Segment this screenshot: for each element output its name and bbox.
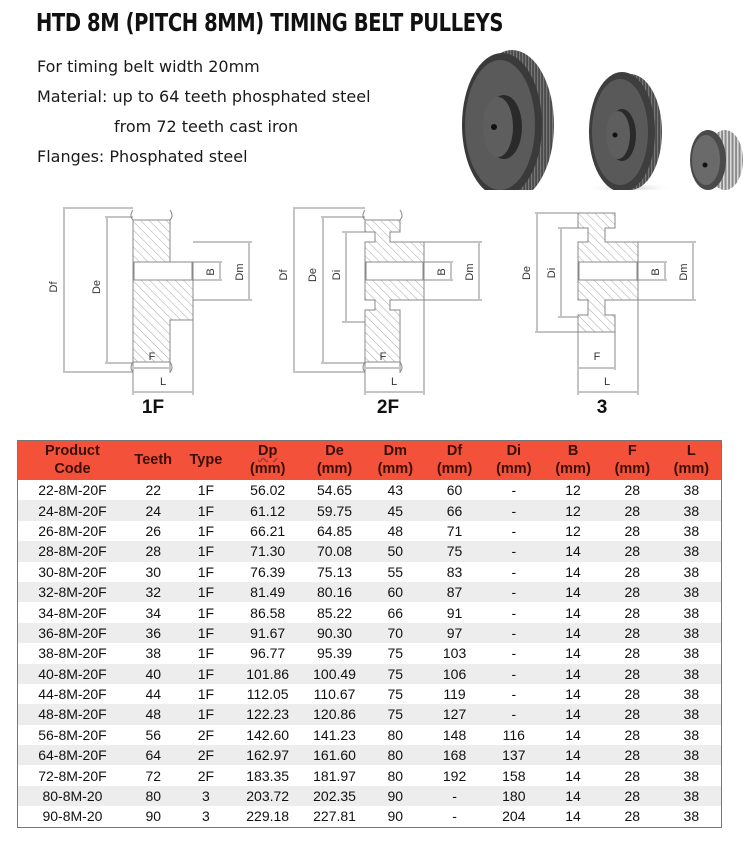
table-cell: 90-8M-20: [18, 806, 127, 827]
col-header-type: Type: [180, 441, 233, 481]
medium-pulley-icon: [585, 72, 675, 190]
table-cell: 120.86: [303, 704, 366, 724]
table-cell: 66.21: [232, 521, 303, 541]
table-cell: 24-8M-20F: [18, 500, 127, 520]
table-cell: 75: [425, 541, 485, 561]
table-cell: -: [425, 806, 485, 827]
table-cell: 54.65: [303, 480, 366, 500]
svg-text:De: De: [307, 267, 319, 283]
table-cell: 28: [603, 623, 662, 643]
col-header-di: Di (mm): [484, 441, 543, 481]
table-cell: 161.60: [303, 745, 366, 765]
table-cell: 59.75: [303, 500, 366, 520]
table-cell: 30-8M-20F: [18, 562, 127, 582]
col-header-f: F (mm): [603, 441, 662, 481]
table-cell: 1F: [180, 521, 233, 541]
svg-text:F: F: [593, 351, 601, 363]
table-cell: 1F: [180, 480, 233, 500]
table-cell: 90: [127, 806, 180, 827]
table-cell: 38: [662, 664, 722, 684]
table-cell: 3: [180, 786, 233, 806]
spec-material-cast-iron: from 72 teeth cast iron: [114, 117, 299, 136]
col-header-dp: Dp (mm): [232, 441, 303, 481]
spec-flanges: Flanges: Phosphated steel: [37, 147, 248, 166]
spec-material: Material: up to 64 teeth phosphated steel: [37, 87, 371, 106]
table-cell: 75: [366, 643, 425, 663]
table-row: [18, 664, 722, 684]
dim-de: De: [91, 279, 103, 295]
table-cell: 85.22: [303, 602, 366, 622]
table-cell: 28: [603, 725, 662, 745]
table-cell: 81.49: [232, 582, 303, 602]
table-cell: 2F: [180, 745, 233, 765]
table-cell: 75.13: [303, 562, 366, 582]
table-row: [18, 500, 722, 520]
svg-text:B: B: [436, 268, 448, 276]
table-cell: 112.05: [232, 684, 303, 704]
table-cell: 1F: [180, 623, 233, 643]
table-cell: 12: [543, 500, 603, 520]
col-header-l: L (mm): [662, 441, 722, 481]
table-cell: 91.67: [232, 623, 303, 643]
table-cell: 1F: [180, 684, 233, 704]
table-cell: 96.77: [232, 643, 303, 663]
table-cell: 14: [543, 664, 603, 684]
table-cell: 38: [662, 684, 722, 704]
large-pulley-icon: [450, 50, 570, 190]
table-cell: 26-8M-20F: [18, 521, 127, 541]
table-cell: 97: [425, 623, 485, 643]
table-cell: 34-8M-20F: [18, 602, 127, 622]
table-cell: 14: [543, 623, 603, 643]
col-header-de: De (mm): [303, 441, 366, 481]
table-cell: 101.86: [232, 664, 303, 684]
table-cell: 14: [543, 643, 603, 663]
table-cell: 43: [366, 480, 425, 500]
table-cell: 48: [366, 521, 425, 541]
table-cell: 162.97: [232, 745, 303, 765]
table-cell: 91: [425, 602, 485, 622]
table-cell: 110.67: [303, 684, 366, 704]
table-cell: -: [484, 500, 543, 520]
table-cell: 14: [543, 704, 603, 724]
table-cell: 180: [484, 786, 543, 806]
table-row: [18, 725, 722, 745]
table-cell: 72-8M-20F: [18, 765, 127, 785]
table-cell: 103: [425, 643, 485, 663]
table-cell: -: [484, 704, 543, 724]
table-row: [18, 541, 722, 561]
svg-text:F: F: [379, 351, 387, 363]
table-cell: 1F: [180, 643, 233, 663]
table-cell: 86.58: [232, 602, 303, 622]
table-cell: 28: [603, 643, 662, 663]
table-cell: 80.16: [303, 582, 366, 602]
table-cell: 50: [366, 541, 425, 561]
svg-text:L: L: [603, 376, 611, 388]
table-cell: 28: [603, 541, 662, 561]
table-cell: -: [484, 643, 543, 663]
table-cell: 1F: [180, 582, 233, 602]
table-cell: -: [484, 623, 543, 643]
table-row: [18, 623, 722, 643]
table-cell: 38: [662, 562, 722, 582]
table-cell: 70: [366, 623, 425, 643]
table-row: [18, 786, 722, 806]
table-cell: 137: [484, 745, 543, 765]
table-cell: 28: [603, 806, 662, 827]
table-cell: 28: [603, 684, 662, 704]
small-pulley-icon: [685, 130, 745, 190]
table-cell: 38: [662, 582, 722, 602]
table-cell: 28: [603, 664, 662, 684]
table-cell: 90.30: [303, 623, 366, 643]
table-row: [18, 602, 722, 622]
table-cell: 2F: [180, 765, 233, 785]
table-cell: 38: [662, 500, 722, 520]
table-cell: 30: [127, 562, 180, 582]
table-cell: 44: [127, 684, 180, 704]
table-cell: 48: [127, 704, 180, 724]
table-row: [18, 684, 722, 704]
table-cell: 70.08: [303, 541, 366, 561]
table-cell: 229.18: [232, 806, 303, 827]
table-cell: 56: [127, 725, 180, 745]
table-body: [18, 480, 722, 827]
table-cell: 181.97: [303, 765, 366, 785]
table-cell: 127: [425, 704, 485, 724]
table-cell: 80: [127, 786, 180, 806]
svg-text:De: De: [521, 265, 533, 281]
table-cell: 227.81: [303, 806, 366, 827]
col-header-b: B (mm): [543, 441, 603, 481]
table-cell: -: [484, 541, 543, 561]
diagram-label-1f: 1F: [141, 397, 165, 418]
table-cell: -: [484, 582, 543, 602]
page-title: HTD 8M (PITCH 8MM) TIMING BELT PULLEYS: [36, 8, 504, 37]
table-cell: 14: [543, 684, 603, 704]
table-cell: -: [484, 664, 543, 684]
table-cell: 90: [366, 806, 425, 827]
table-cell: 14: [543, 725, 603, 745]
table-header-row: [18, 441, 722, 481]
table-cell: 56-8M-20F: [18, 725, 127, 745]
table-cell: 38: [662, 521, 722, 541]
table-row: [18, 704, 722, 724]
table-cell: 36-8M-20F: [18, 623, 127, 643]
table-cell: 12: [543, 521, 603, 541]
table-row: [18, 643, 722, 663]
table-cell: 55: [366, 562, 425, 582]
svg-text:Di: Di: [331, 269, 343, 281]
table-cell: 64-8M-20F: [18, 745, 127, 765]
table-cell: 14: [543, 745, 603, 765]
dim-df: Df: [48, 281, 60, 293]
table-cell: 60: [366, 582, 425, 602]
table-cell: 75: [366, 684, 425, 704]
table-cell: 28: [127, 541, 180, 561]
table-cell: 38: [662, 480, 722, 500]
table-cell: 38: [662, 725, 722, 745]
table-cell: 28-8M-20F: [18, 541, 127, 561]
table-row: [18, 480, 722, 500]
dim-f: F: [148, 351, 156, 363]
table-cell: 28: [603, 480, 662, 500]
table-cell: 32-8M-20F: [18, 582, 127, 602]
table-cell: 48-8M-20F: [18, 704, 127, 724]
table-cell: -: [484, 521, 543, 541]
table-row: [18, 745, 722, 765]
table-cell: 183.35: [232, 765, 303, 785]
table-cell: -: [484, 602, 543, 622]
table-cell: 14: [543, 541, 603, 561]
col-header-teeth: Teeth: [127, 441, 180, 481]
diagram-label-3: 3: [596, 397, 608, 418]
svg-text:Dm: Dm: [678, 263, 690, 281]
dim-l: L: [159, 376, 167, 388]
table-cell: 14: [543, 806, 603, 827]
table-cell: 80-8M-20: [18, 786, 127, 806]
col-header-dm: Dm (mm): [366, 441, 425, 481]
table-cell: 95.39: [303, 643, 366, 663]
diagram-3: [500, 195, 720, 400]
table-cell: 1F: [180, 704, 233, 724]
table-cell: 36: [127, 623, 180, 643]
spec-belt-width: For timing belt width 20mm: [37, 57, 260, 76]
table-row: [18, 562, 722, 582]
table-cell: 61.12: [232, 500, 303, 520]
table-cell: 1F: [180, 664, 233, 684]
table-cell: 38: [662, 786, 722, 806]
svg-text:Dm: Dm: [464, 263, 476, 281]
table-cell: 75: [366, 664, 425, 684]
table-cell: 72: [127, 765, 180, 785]
table-cell: 38: [662, 643, 722, 663]
table-cell: 38: [662, 623, 722, 643]
dim-dm: Dm: [234, 263, 246, 281]
table-cell: 64: [127, 745, 180, 765]
table-cell: 119: [425, 684, 485, 704]
table-cell: 28: [603, 745, 662, 765]
table-cell: 64.85: [303, 521, 366, 541]
table-cell: 28: [603, 500, 662, 520]
table-cell: 66: [425, 500, 485, 520]
table-cell: 22-8M-20F: [18, 480, 127, 500]
table-cell: 38: [127, 643, 180, 663]
table-cell: 1F: [180, 500, 233, 520]
table-row: [18, 582, 722, 602]
table-cell: 83: [425, 562, 485, 582]
table-cell: 141.23: [303, 725, 366, 745]
table-row: [18, 765, 722, 785]
table-cell: 203.72: [232, 786, 303, 806]
table-cell: 38: [662, 541, 722, 561]
table-cell: 38: [662, 806, 722, 827]
table-cell: 116: [484, 725, 543, 745]
table-cell: 158: [484, 765, 543, 785]
table-cell: 80: [366, 765, 425, 785]
table-cell: 2F: [180, 725, 233, 745]
table-cell: 28: [603, 765, 662, 785]
table-cell: 14: [543, 765, 603, 785]
table-cell: 87: [425, 582, 485, 602]
table-cell: 14: [543, 602, 603, 622]
table-cell: 38-8M-20F: [18, 643, 127, 663]
table-cell: 1F: [180, 541, 233, 561]
product-photo: [450, 20, 750, 190]
dim-b: B: [205, 268, 217, 276]
table-cell: 66: [366, 602, 425, 622]
svg-text:Df: Df: [278, 269, 290, 281]
table-cell: 40: [127, 664, 180, 684]
table-cell: 204: [484, 806, 543, 827]
table-cell: 14: [543, 786, 603, 806]
table-cell: 1F: [180, 562, 233, 582]
table-cell: 202.35: [303, 786, 366, 806]
table-cell: 44-8M-20F: [18, 684, 127, 704]
diagram-2f: [270, 195, 500, 400]
table-cell: 3: [180, 806, 233, 827]
table-cell: 38: [662, 602, 722, 622]
table-cell: 71.30: [232, 541, 303, 561]
svg-text:B: B: [650, 268, 662, 276]
table-cell: 14: [543, 582, 603, 602]
table-cell: 28: [603, 521, 662, 541]
diagram-label-2f: 2F: [376, 397, 400, 418]
table-cell: -: [484, 684, 543, 704]
table-cell: 45: [366, 500, 425, 520]
table-cell: 80: [366, 745, 425, 765]
table-cell: 38: [662, 745, 722, 765]
table-cell: 56.02: [232, 480, 303, 500]
table-cell: 26: [127, 521, 180, 541]
table-row: [18, 521, 722, 541]
svg-text:L: L: [390, 376, 398, 388]
table-cell: 28: [603, 704, 662, 724]
table-cell: -: [484, 562, 543, 582]
table-cell: 24: [127, 500, 180, 520]
table-cell: 71: [425, 521, 485, 541]
table-cell: 75: [366, 704, 425, 724]
table-cell: 12: [543, 480, 603, 500]
diagram-1f: [30, 195, 270, 400]
table-cell: 38: [662, 765, 722, 785]
table-cell: 38: [662, 704, 722, 724]
pulley-spec-table: [17, 440, 722, 828]
table-cell: 14: [543, 562, 603, 582]
table-cell: -: [484, 480, 543, 500]
table-cell: 80: [366, 725, 425, 745]
table-cell: 148: [425, 725, 485, 745]
table-cell: 34: [127, 602, 180, 622]
table-cell: 28: [603, 562, 662, 582]
col-header-df: Df (mm): [425, 441, 485, 481]
table-cell: 90: [366, 786, 425, 806]
table-cell: 22: [127, 480, 180, 500]
table-cell: 28: [603, 582, 662, 602]
table-cell: 60: [425, 480, 485, 500]
table-cell: 122.23: [232, 704, 303, 724]
col-header-product-code: Product Code: [18, 441, 127, 481]
table-cell: 168: [425, 745, 485, 765]
table-cell: 142.60: [232, 725, 303, 745]
svg-text:Di: Di: [546, 267, 558, 279]
table-cell: 32: [127, 582, 180, 602]
table-cell: 100.49: [303, 664, 366, 684]
table-cell: 40-8M-20F: [18, 664, 127, 684]
table-cell: 106: [425, 664, 485, 684]
table-cell: -: [425, 786, 485, 806]
table-cell: 1F: [180, 602, 233, 622]
table-cell: 192: [425, 765, 485, 785]
table-cell: 28: [603, 602, 662, 622]
table-cell: 28: [603, 786, 662, 806]
table-row: [18, 806, 722, 827]
table-cell: 76.39: [232, 562, 303, 582]
